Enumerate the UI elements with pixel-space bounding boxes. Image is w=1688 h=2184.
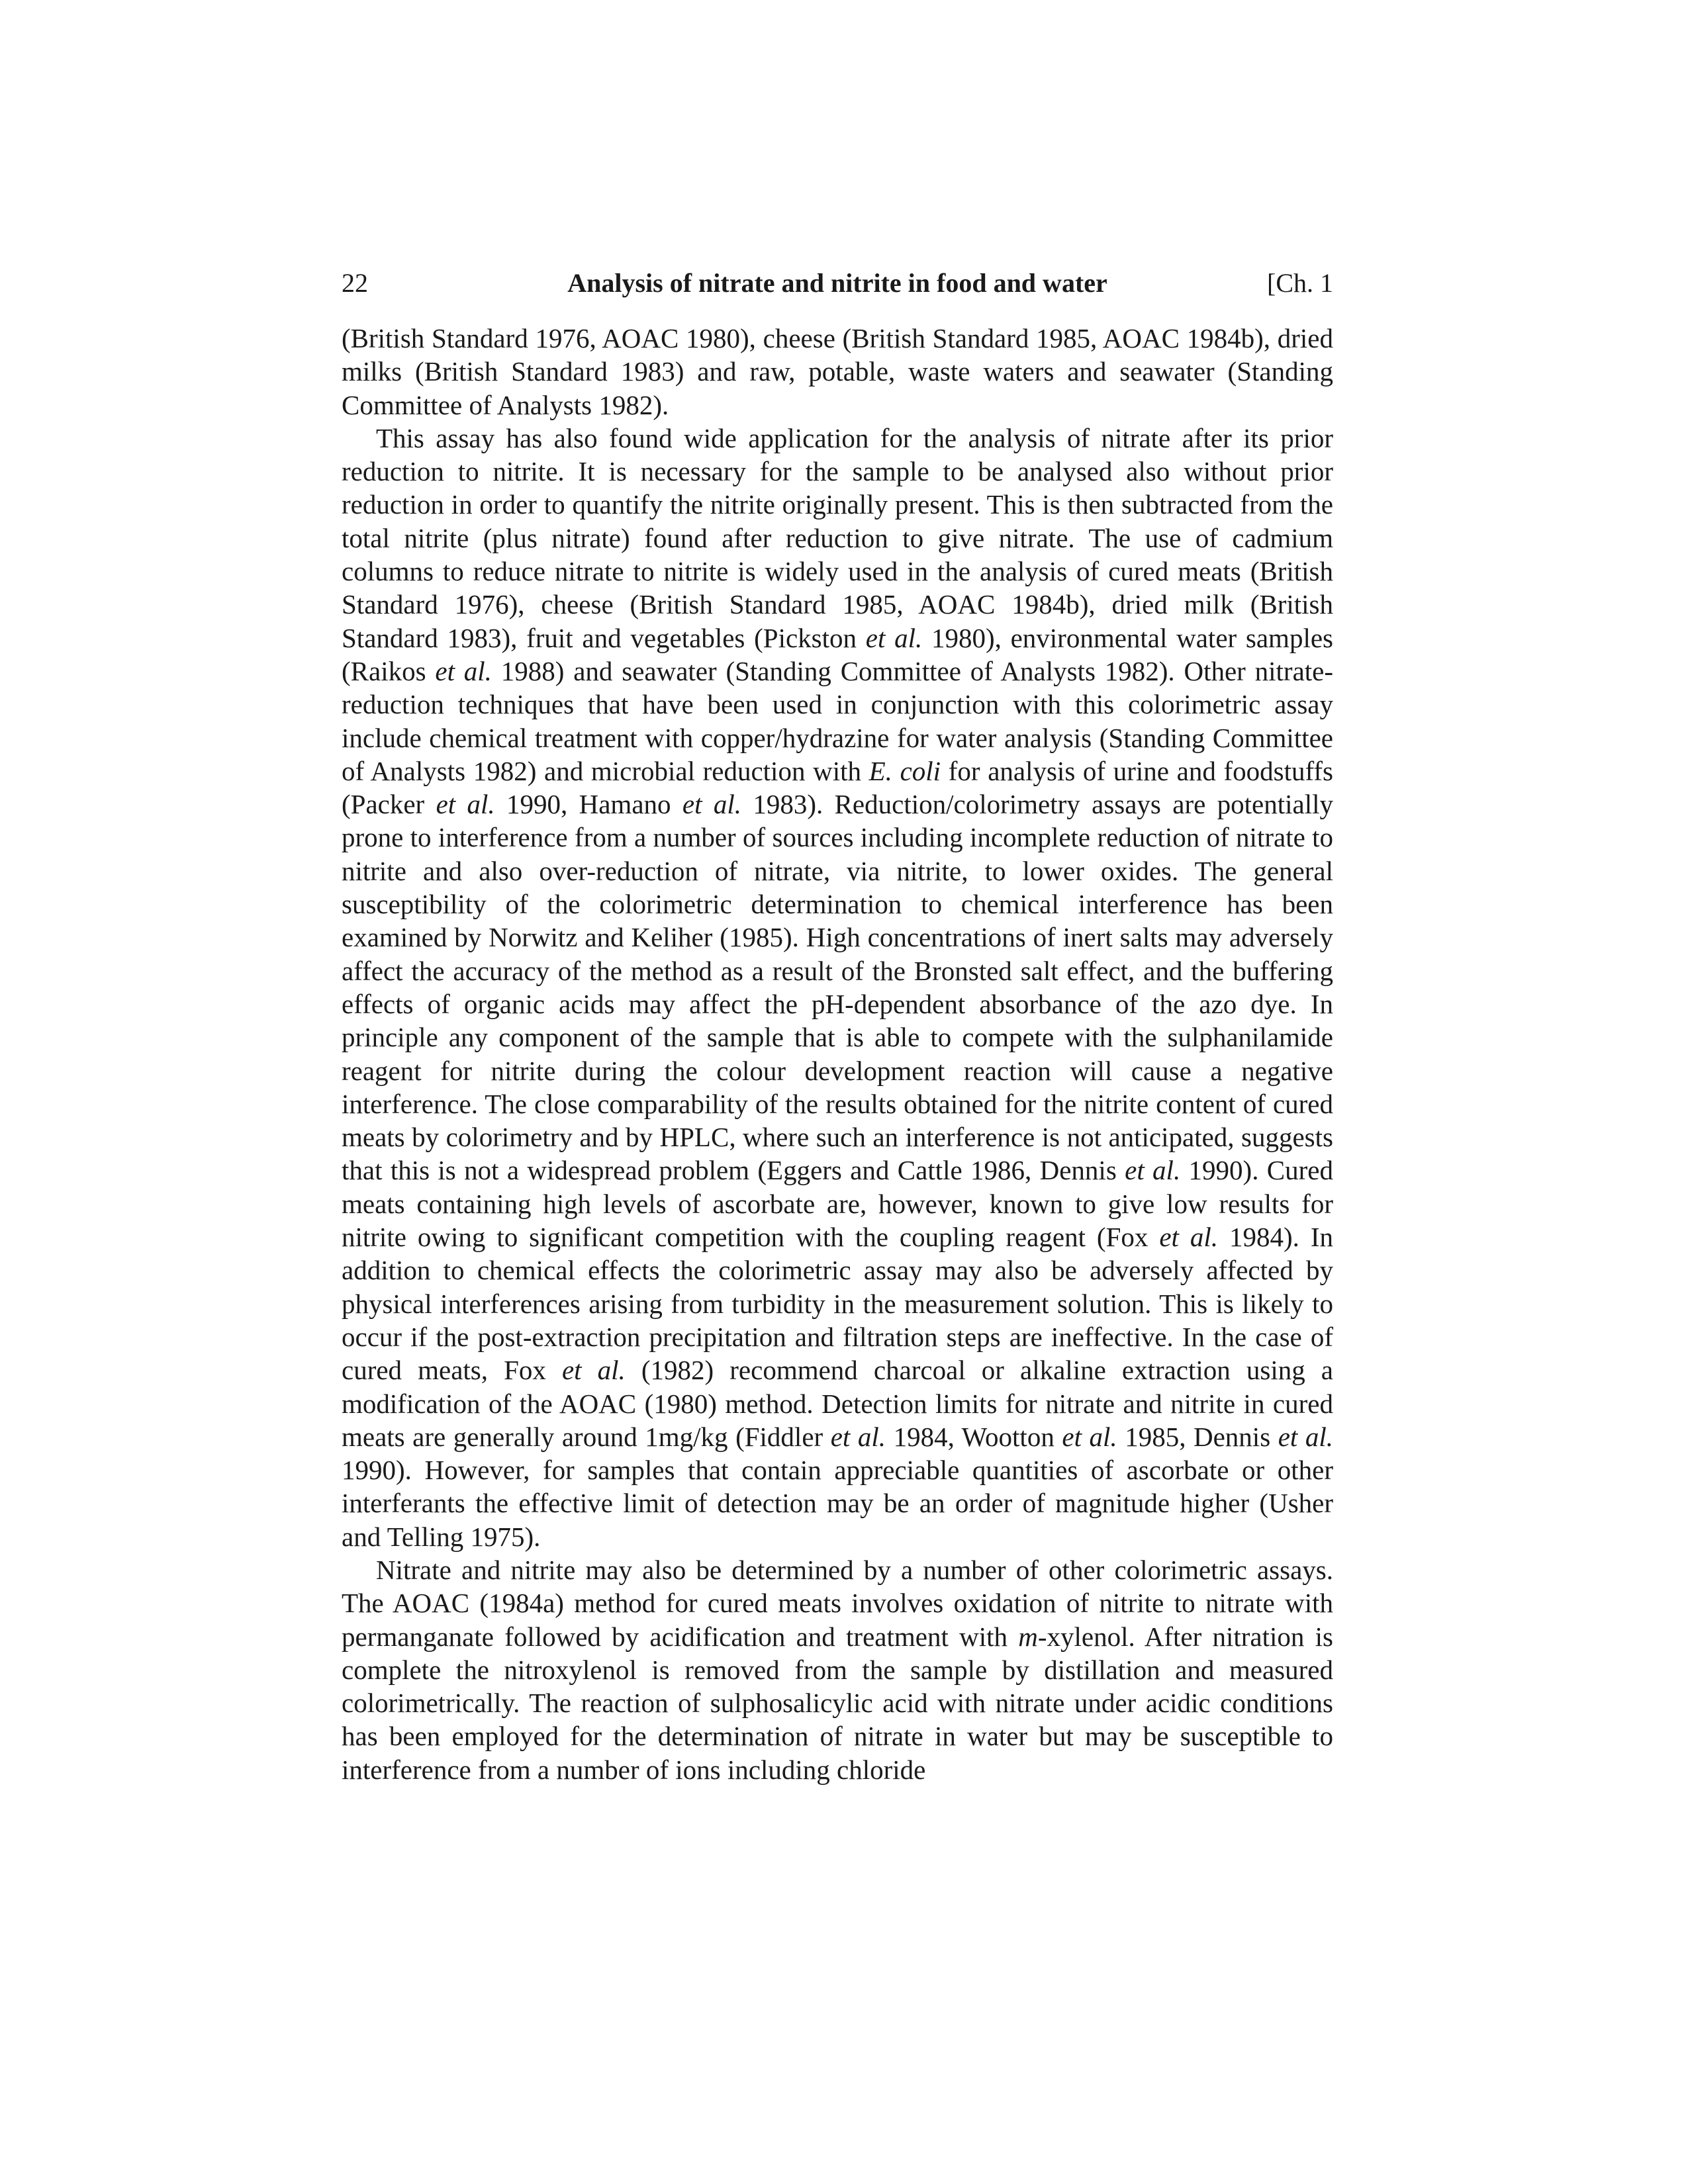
running-head xyxy=(342,263,1333,303)
text-run: 1988) and seawater (Standing Committee of Analysts 1982). Other nitrate-reduction techniques that have been used in conjunction with this colorimetric assay include chemical treatment with copper/hydrazine for water analysis (Standing Committee of Analysts 1982) and microbial reduction with xyxy=(342,655,1334,786)
italic-text: et al. xyxy=(865,622,923,653)
italic-text: et al. xyxy=(435,655,492,686)
body-text xyxy=(342,322,1333,1786)
text-run: 1990). Cured meats containing high levels of ascorbate are, however, known to give low results for nitrite owing to significant competition with the coupling reagent (Fox xyxy=(342,1155,1333,1253)
italic-text: et al. xyxy=(561,1355,626,1386)
text-run: (1982) recommend charcoal or alkaline extraction using a modification of the AOAC (1980) method. Detection limits for nitrate and nitrite in cured meats are generally around 1mg/kg (Fiddler xyxy=(342,1355,1333,1452)
italic-text: et al. xyxy=(1278,1421,1333,1452)
running-title: Analysis of nitrate and nitrite in food and water xyxy=(567,268,1107,298)
italic-text: et al. xyxy=(1159,1222,1219,1253)
paragraph xyxy=(342,322,1333,422)
text-run: 1985, Dennis xyxy=(1117,1421,1278,1452)
text-run: 1984). In addition to chemical effects the colorimetric assay may also be adversely affected by physical interferences arising from turbidity in the measurement solution. This is likely to occur if the post-extraction precipitation and filtration steps are ineffective. In the case of cured meats, Fox xyxy=(342,1222,1333,1386)
text-run: 1980), environmental water samples (Raikos xyxy=(342,622,1333,686)
italic-text: m xyxy=(1018,1621,1038,1652)
chapter-label: [Ch. 1 xyxy=(1267,268,1333,298)
text-run: 1983). Reduction/colorimetry assays are potentially prone to interference from a number of sources including incomplete reduction of nitrate to nitrite and also over-reduction of nitrate, via nitrite, to lower oxides. The general susceptibility of the colorimetric determination to chemical interference has been examined by Norwitz and Keliher (1985). High concentrations of inert salts may adversely affect the accuracy of the method as a result of the Bronsted salt effect, and the buffering effects of organic acids may affect the pH-dependent absorbance of the azo dye. In principle any component of the sample that is able to compete with the sulphanilamide reagent for nitrite during the colour development reaction will cause a negative interference. The close comparability of the results obtained for the nitrite content of cured meats by colorimetry and by HPLC, where such an interference is not anticipated, suggests that this is not a widespread problem (Eggers and Cattle 1986, Dennis xyxy=(342,789,1333,1186)
italic-text: et al. xyxy=(1125,1155,1181,1186)
text-run: -xylenol. After nitration is complete the nitroxylenol is removed from the sample by distillation and measured colorimetrically. The reaction of sulphosalicylic acid with nitrate under acidic conditions has been employed for the determination of nitrate in water but may be susceptible to interference from a number of ions including chloride xyxy=(342,1621,1334,1785)
italic-text: et al. xyxy=(682,789,741,820)
text-run: for analysis of urine and foodstuffs (Packer xyxy=(342,755,1333,820)
italic-text: E. coli xyxy=(868,755,941,786)
text-run: Nitrate and nitrite may also be determined by a number of other colorimetric assays. The AOAC (1984a) method for cured meats involves oxidation of nitrite to nitrate with permanganate followed by acidification and treatment with xyxy=(342,1554,1333,1652)
italic-text: et al. xyxy=(436,789,495,820)
page-number: 22 xyxy=(342,268,368,298)
italic-text: et al. xyxy=(830,1421,886,1452)
text-run: 1990). However, for samples that contain appreciable quantities of ascorbate or other interferants the effective limit of detection may be an order of magnitude higher (Usher and Telling 1975). xyxy=(342,1455,1333,1552)
italic-text: et al. xyxy=(1062,1421,1117,1452)
paragraph xyxy=(342,1553,1333,1786)
text-run: This assay has also found wide application for the analysis of nitrate after its prior reduction to nitrite. It is necessary for the sample to be analysed also without prior reduction in order to quantify the nitrite originally present. This is then subtracted from the total nitrite (plus nitrate) found after reduction to give nitrate. The use of cadmium columns to reduce nitrate to nitrite is widely used in the analysis of cured meats (British Standard 1976), cheese (British Standard 1985, AOAC 1984b), dried milk (British Standard 1983), fruit and vegetables (Pickston xyxy=(342,422,1333,653)
paragraph xyxy=(342,422,1333,1553)
text-run: (British Standard 1976, AOAC 1980), cheese (British Standard 1985, AOAC 1984b), dried milks (British Standard 1983) and raw, potable, waste waters and seawater (Standing Committee of Analysts 1982). xyxy=(342,323,1333,420)
text-run: 1984, Wootton xyxy=(886,1421,1062,1452)
text-run: 1990, Hamano xyxy=(494,789,682,820)
